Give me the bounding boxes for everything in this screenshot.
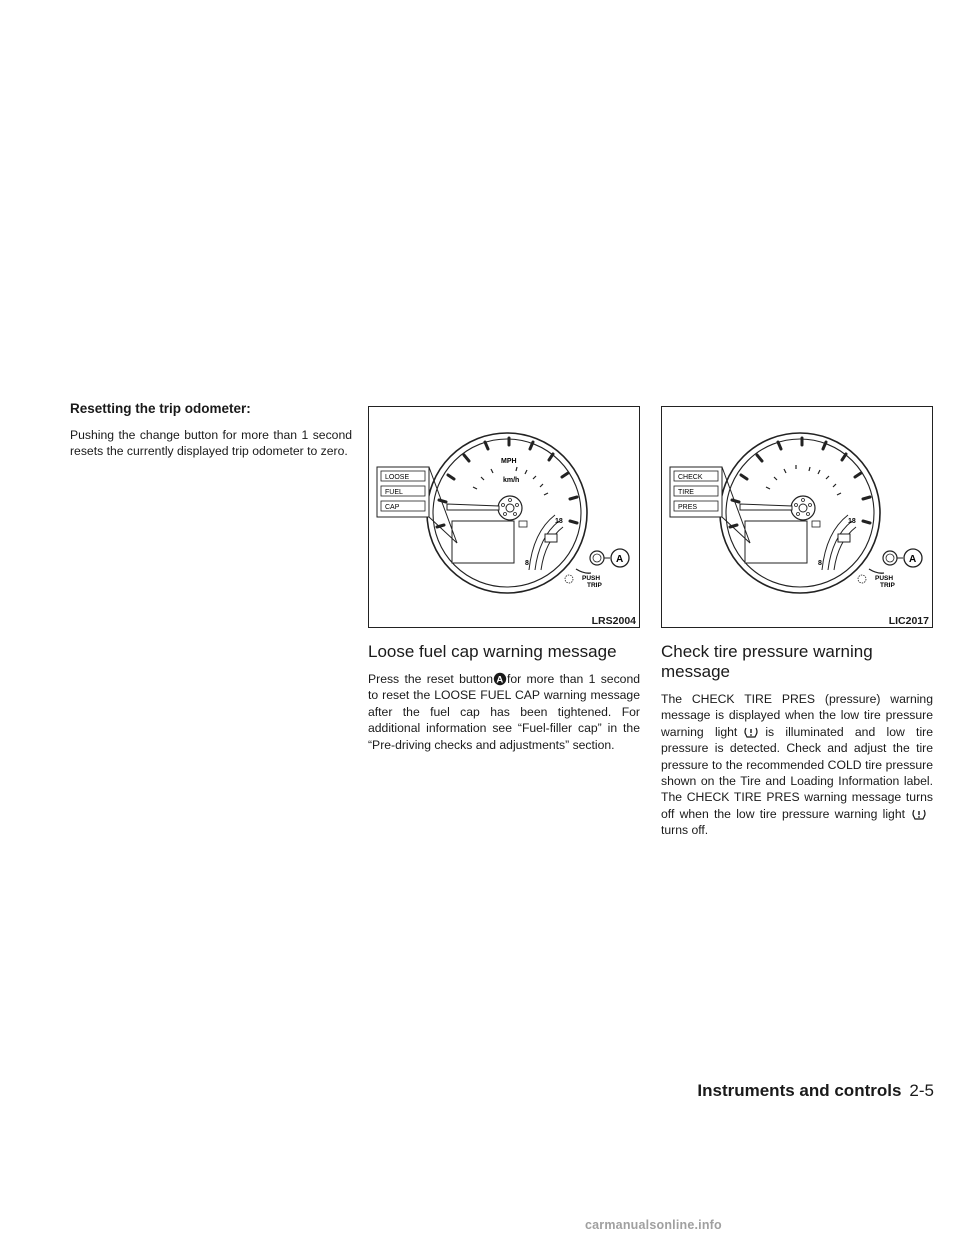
loose-cap-body [368,671,640,753]
tire-pressure-figure [661,406,933,628]
tire-pressure-warning-icon [743,726,759,739]
mph-label: MPH [501,458,517,465]
callout-a-figure: A [909,554,917,565]
speedometer-illustration [662,407,932,627]
page-number: 2-5 [909,1081,934,1100]
body-part1: The CHECK TIRE PRES (pressure) warning message is displayed when the low tire pressure warning light [661,692,933,739]
body-part2: is illuminated and low tire pressure is detected. Check and adjust the tire pressure to the recommended COLD tire pressure shown on the Tire and Loading Information label. The CHECK TIRE PRES warning message turns off when the low tire pressure warning light [661,724,933,821]
pres-label: PRES [678,504,698,511]
loose-label: LOOSE [385,474,410,481]
loose-cap-heading: Loose fuel cap warning message [368,642,617,661]
watermark: carmanualsonline.info [585,1218,722,1232]
fuel-label: FUEL [385,489,403,496]
callout-letter: A [496,674,504,686]
speedometer-illustration [369,407,639,627]
loose-cap-figure [368,406,640,628]
footer-section-title: Instruments and controls [697,1081,902,1100]
figure-code: LRS2004 [591,615,636,627]
trip-reset-body: Pushing the change button for more than 1 second resets the currently displayed trip odometer to zero. [70,428,352,459]
tire-pressure-body [661,691,933,839]
cap-label: CAP [385,504,400,511]
figure-code: LIC2017 [888,615,929,627]
body-part3: turns off. [661,823,709,838]
body-before: Press the reset button [368,672,493,686]
callout-a-figure: A [616,554,624,565]
check-label: CHECK [678,474,703,481]
tire-pressure-section [661,406,933,839]
trip-label: TRIP [880,582,895,589]
trip-label: TRIP [587,582,602,589]
callout-a-icon [493,672,507,686]
push-label: PUSH [875,575,894,582]
trip-reset-heading: Resetting the trip odometer: [70,401,251,416]
gauge-18: 18 [848,518,856,525]
tire-label: TIRE [678,489,694,496]
gauge-8: 8 [525,560,529,567]
gauge-18: 18 [555,518,563,525]
gauge-8: 8 [818,560,822,567]
loose-cap-section [368,406,640,753]
body-after: for more than 1 second to reset the LOOSE FUEL CAP warning message after the fuel cap has been tightened. For additional information see “Fuel-filler cap” in the “Pre-driving checks and adjustments” section. [368,672,641,752]
tire-pressure-warning-icon [911,808,927,821]
push-label: PUSH [582,575,601,582]
kmh-label: km/h [503,477,520,484]
page-footer [697,1081,934,1101]
tire-pressure-heading: Check tire pressure warning message [661,642,873,681]
trip-reset-section [70,400,352,460]
